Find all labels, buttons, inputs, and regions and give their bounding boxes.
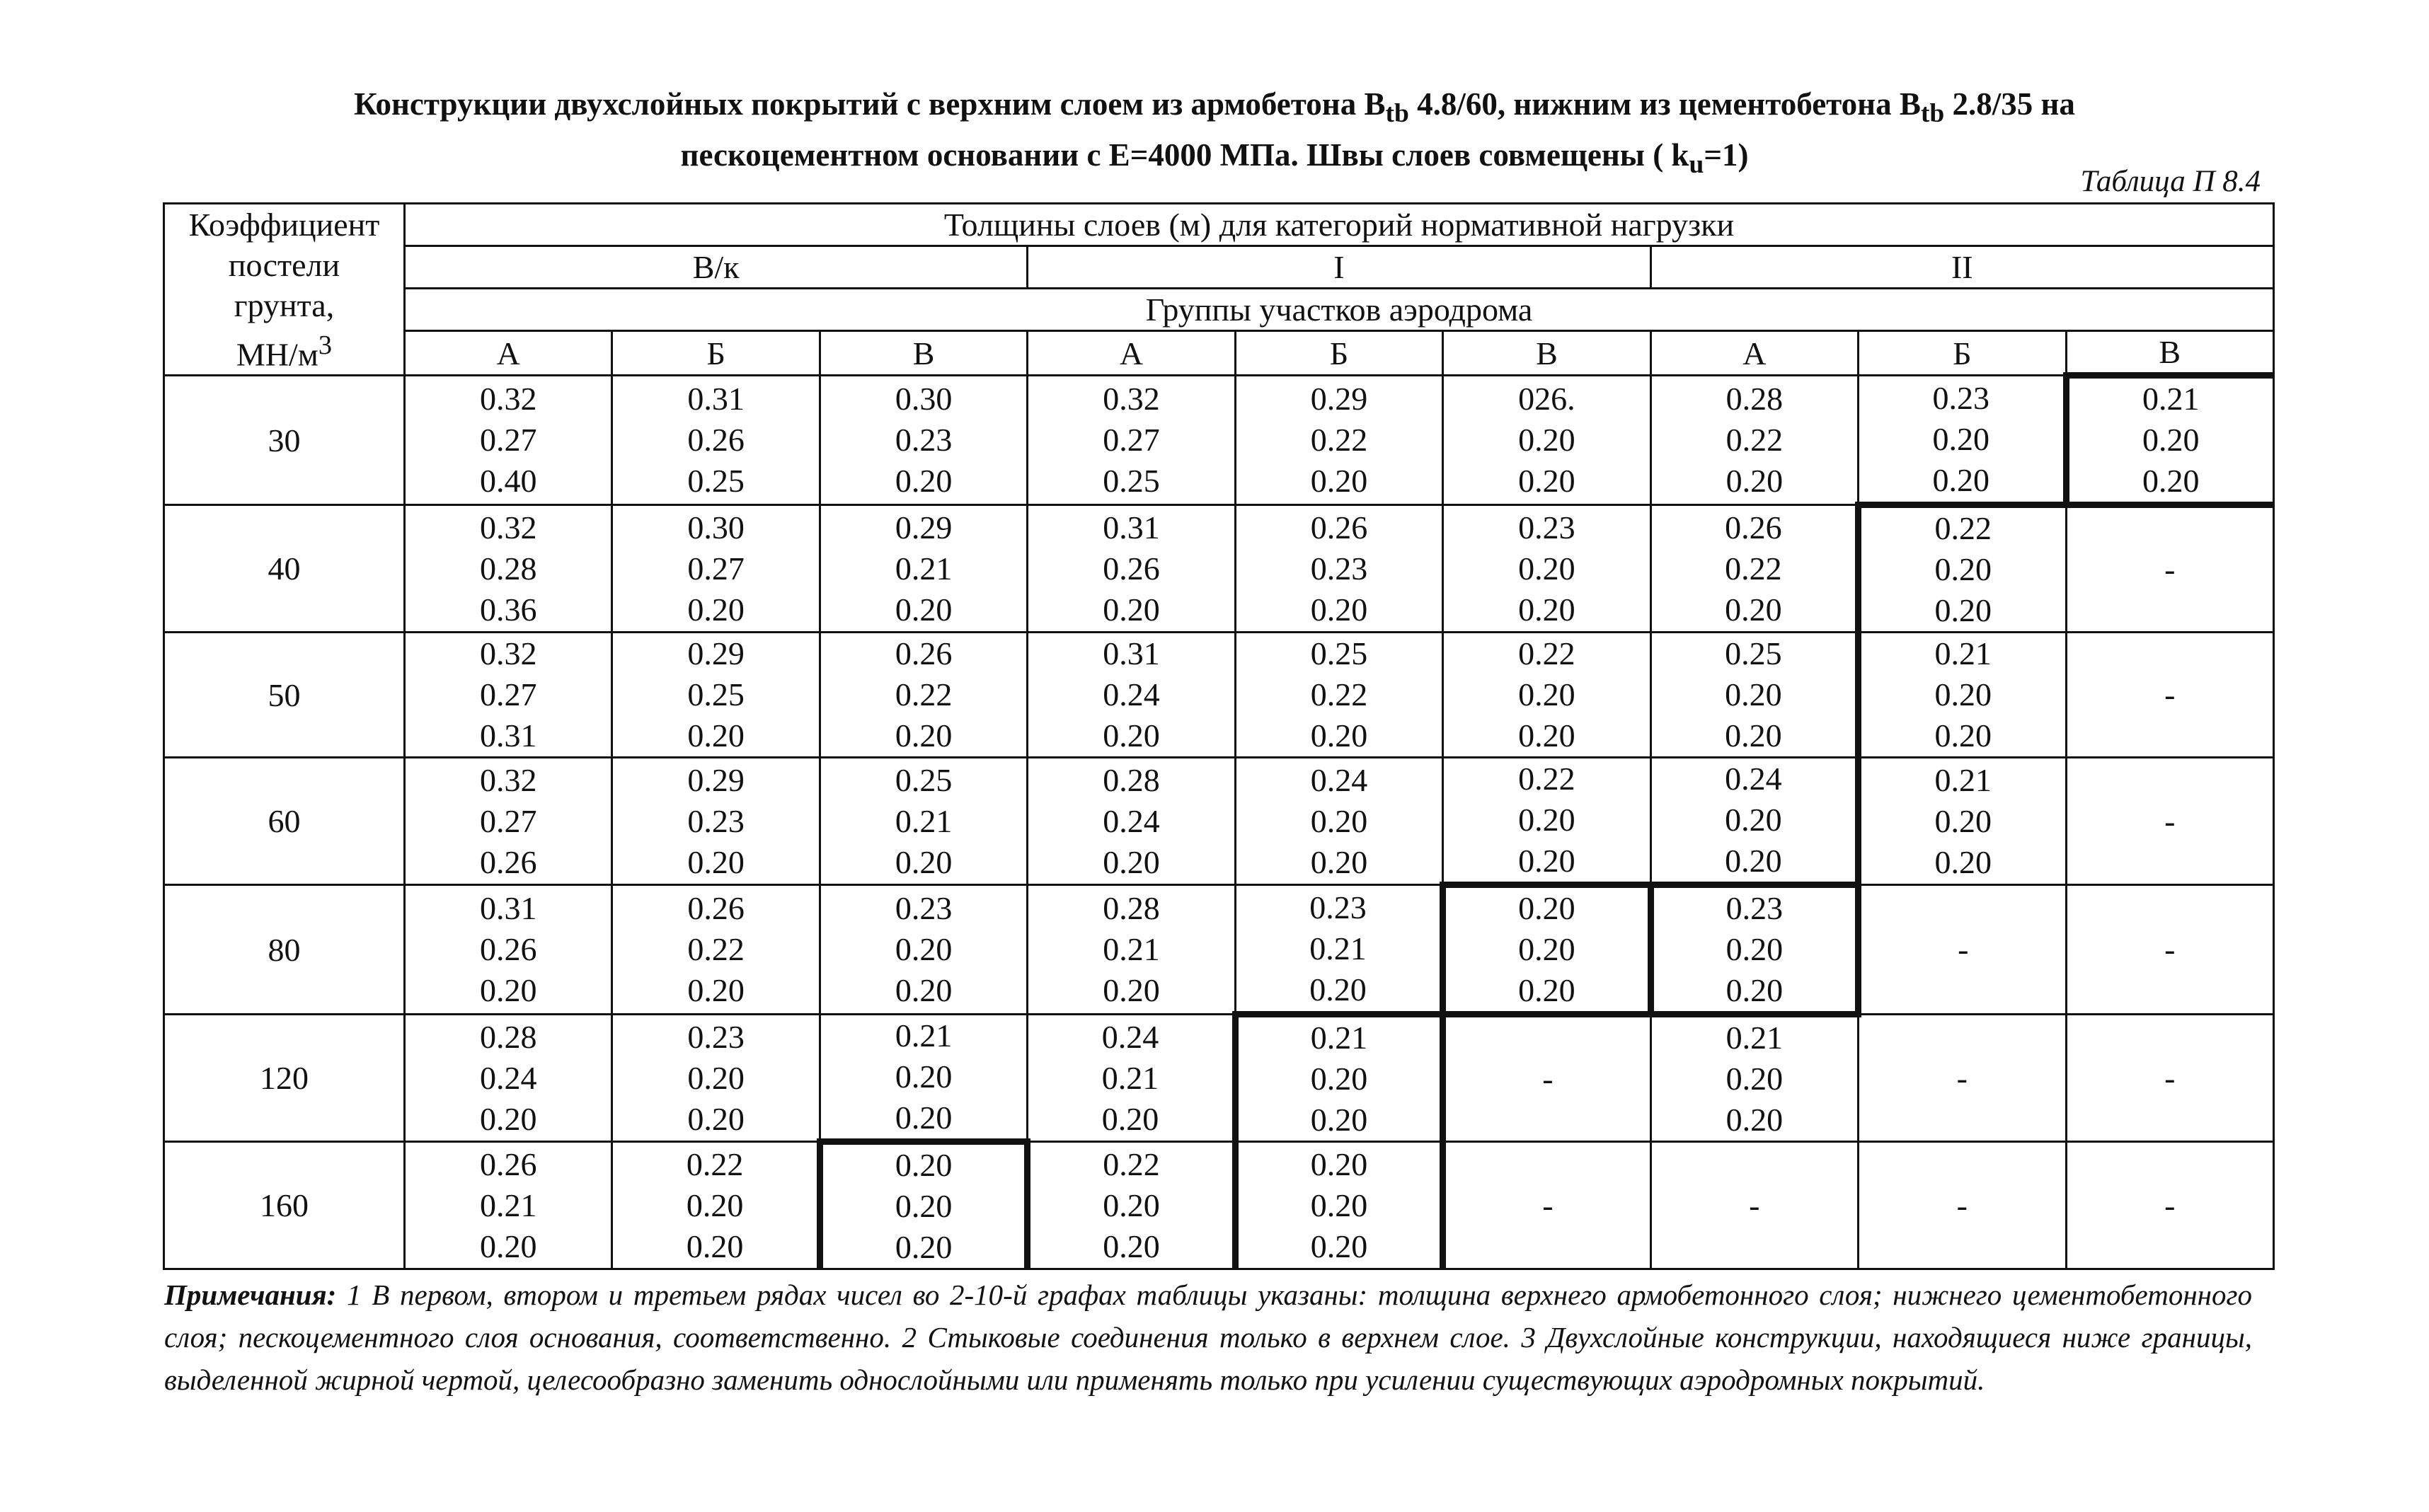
- thickness-cell: [820, 1142, 1027, 1269]
- thickness-value: 0.31: [479, 890, 537, 927]
- thickness-value: 0.22: [1518, 635, 1575, 672]
- thickness-value: 0.32: [479, 761, 537, 798]
- coef-header: Коэффициент постели грунта, $МН/м^3$: [164, 204, 405, 376]
- thickness-header: Толщины слоев (м) для категорий нормативной нагрузки: [405, 204, 2274, 246]
- thickness-cell: [612, 1142, 820, 1269]
- thickness-value: 0.20: [1934, 717, 1992, 754]
- thickness-value: 0.20: [1934, 592, 1992, 629]
- thickness-value: 0.20: [1518, 890, 1575, 927]
- thickness-value: 0.27: [479, 422, 537, 458]
- thickness-value: -: [1956, 1059, 1968, 1096]
- thickness-cell: [2066, 1142, 2274, 1269]
- thickness-value: 0.22: [1518, 761, 1575, 797]
- thickness-value: 0.22: [1725, 422, 1784, 458]
- thickness-value: 0.40: [479, 463, 537, 500]
- group-header: А: [405, 331, 612, 376]
- thickness-value: 0.20: [1932, 420, 1990, 457]
- thickness-value: 0.20: [1725, 1102, 1784, 1138]
- thickness-cell: [820, 758, 1027, 885]
- thickness-cell: [1028, 505, 1235, 633]
- thickness-cell: [405, 1015, 612, 1142]
- thickness-value: 0.30: [687, 509, 745, 546]
- group-header: В: [1443, 331, 1650, 376]
- thickness-cell: [1443, 1142, 1650, 1269]
- thickness-value: 0.20: [687, 591, 745, 628]
- thickness-value: 0.20: [1310, 1187, 1368, 1223]
- thickness-value: 0.20: [1518, 717, 1575, 754]
- thickness-value: -: [2164, 1059, 2176, 1096]
- thickness-value: 0.31: [1103, 635, 1160, 672]
- thickness-cell: [2066, 505, 2274, 633]
- thickness-cell: [405, 1142, 612, 1269]
- thickness-value: 0.20: [1103, 591, 1160, 628]
- thickness-value: 0.23: [1725, 890, 1784, 927]
- group-header: В: [820, 331, 1027, 376]
- thickness-value: 0.25: [895, 761, 953, 798]
- thickness-cell: [405, 505, 612, 633]
- thickness-value: 0.20: [895, 972, 953, 1009]
- thickness-value: 0.25: [1310, 635, 1368, 672]
- thickness-value: 0.28: [1725, 381, 1784, 417]
- thickness-cell: [612, 505, 820, 633]
- table-row: [164, 758, 2274, 885]
- thickness-value: 0.23: [895, 890, 953, 927]
- thickness-value: 0.22: [1934, 510, 1992, 547]
- thickness-value: 0.20: [1310, 1228, 1368, 1264]
- thickness-value: 0.22: [1310, 422, 1368, 458]
- thickness-value: 0.20: [895, 463, 953, 500]
- category-header: В/к: [405, 246, 1028, 289]
- thickness-cell: [1235, 376, 1442, 505]
- thickness-cell: [1028, 885, 1235, 1015]
- thickness-value: 0.29: [687, 761, 745, 798]
- thickness-cell: [1235, 505, 1442, 633]
- thickness-value: 0.24: [1101, 1018, 1159, 1055]
- thickness-value: 0.20: [1310, 843, 1368, 880]
- thickness-value: -: [2164, 1187, 2176, 1223]
- thickness-cell: [1443, 505, 1650, 633]
- thickness-cell: [1235, 758, 1442, 885]
- group-header: А: [1650, 331, 1858, 376]
- thickness-value: 0.27: [687, 550, 745, 587]
- thickness-value: 0.25: [1725, 635, 1782, 672]
- thickness-value: 0.25: [687, 676, 745, 713]
- thickness-cell: [1443, 758, 1650, 885]
- thickness-value: 0.20: [686, 1187, 744, 1223]
- thickness-cell: [1028, 633, 1235, 758]
- thickness-value: 0.24: [1725, 761, 1782, 797]
- thickness-value: 0.20: [1934, 843, 1992, 880]
- thickness-value: 0.29: [687, 635, 745, 672]
- thickness-value: 0.28: [1103, 761, 1160, 798]
- thickness-cell: [1859, 1142, 2066, 1269]
- thickness-value: -: [1958, 931, 1969, 968]
- thickness-value: 0.20: [1103, 972, 1160, 1009]
- thickness-cell: [1859, 505, 2066, 633]
- thickness-value: 0.26: [479, 843, 537, 880]
- thickness-value: 0.28: [479, 550, 537, 587]
- thickness-value: 0.26: [687, 890, 745, 927]
- thickness-value: 0.20: [1310, 717, 1368, 754]
- thickness-value: 0.20: [687, 843, 745, 880]
- thickness-value: 0.20: [895, 931, 953, 968]
- thickness-value: 0.21: [1103, 931, 1160, 968]
- group-header: Б: [1859, 331, 2066, 376]
- thickness-value: 0.26: [479, 1145, 537, 1182]
- thickness-cell: [1650, 633, 1858, 758]
- thickness-cell: [405, 885, 612, 1015]
- thickness-value: 0.23: [687, 802, 745, 839]
- table-row: [164, 633, 2274, 758]
- thickness-cell: [1235, 885, 1442, 1015]
- thickness-value: 0.20: [1725, 802, 1782, 838]
- thickness-value: 0.21: [2142, 381, 2200, 417]
- thickness-value: 0.26: [1310, 509, 1368, 546]
- table-row: [164, 885, 2274, 1015]
- thickness-value: 0.23: [1310, 550, 1368, 587]
- thickness-value: 0.32: [479, 509, 537, 546]
- thickness-cell: [1859, 633, 2066, 758]
- thickness-value: 0.20: [1103, 1228, 1160, 1264]
- thickness-value: 0.20: [1725, 843, 1782, 879]
- thickness-value: 0.32: [479, 381, 537, 417]
- thickness-value: 0.21: [895, 550, 953, 587]
- thickness-cell: [2066, 376, 2274, 505]
- group-header: В: [2066, 331, 2274, 376]
- thickness-cell: [1650, 758, 1858, 885]
- thickness-cell: [1650, 1142, 1858, 1269]
- thickness-cell: [1028, 758, 1235, 885]
- thickness-cell: [820, 633, 1027, 758]
- thickness-value: -: [2164, 551, 2176, 588]
- thickness-value: 0.26: [687, 422, 745, 458]
- thickness-value: 0.21: [1934, 761, 1992, 798]
- thickness-cell: [2066, 758, 2274, 885]
- thickness-value: 0.20: [2142, 463, 2200, 500]
- thickness-value: 0.23: [895, 422, 953, 458]
- thickness-value: 0.20: [1725, 1061, 1784, 1097]
- thickness-cell: [1859, 376, 2066, 505]
- thickness-value: 0.20: [895, 1100, 953, 1136]
- thickness-value: 0.31: [687, 381, 745, 417]
- thickness-cell: [612, 885, 820, 1015]
- thickness-cell: [1859, 1015, 2066, 1142]
- thickness-value: 0.20: [687, 717, 745, 754]
- thickness-value: 0.20: [1518, 591, 1575, 628]
- coef-cell: 80: [164, 885, 405, 1015]
- thickness-value: 0.20: [1518, 676, 1575, 713]
- thickness-value: 0.21: [895, 1017, 953, 1054]
- thickness-value: 0.24: [1103, 802, 1160, 839]
- thickness-value: 0.21: [1725, 1020, 1784, 1056]
- category-header: II: [1650, 246, 2273, 289]
- thickness-value: 0.20: [1725, 676, 1782, 713]
- thickness-value: 0.22: [1103, 1145, 1160, 1182]
- thickness-value: 0.20: [895, 591, 953, 628]
- thickness-value: 0.24: [1103, 676, 1160, 713]
- thickness-value: 0.22: [1310, 676, 1368, 713]
- thickness-value: 0.25: [687, 463, 745, 500]
- thickness-cell: [1443, 1015, 1650, 1142]
- thickness-value: 0.20: [479, 972, 537, 1009]
- thickness-value: 0.28: [479, 1018, 537, 1055]
- thickness-value: 0.20: [1309, 971, 1367, 1008]
- thickness-value: 0.21: [479, 1187, 537, 1223]
- thickness-cell: [820, 885, 1027, 1015]
- thickness-value: 0.36: [479, 591, 537, 628]
- thickness-value: 0.25: [1103, 463, 1160, 500]
- thickness-value: 0.20: [895, 717, 953, 754]
- thickness-value: 0.24: [1310, 761, 1368, 798]
- thickness-value: 0.20: [1310, 463, 1368, 500]
- thickness-value: -: [2164, 931, 2176, 968]
- thickness-value: 0.20: [1934, 676, 1992, 713]
- thickness-value: 0.26: [1103, 550, 1160, 587]
- category-header: I: [1028, 246, 1650, 289]
- thickness-value: 0.27: [1103, 422, 1160, 458]
- thickness-value: 0.22: [686, 1145, 744, 1182]
- thickness-cell: [1859, 758, 2066, 885]
- thickness-cell: [1650, 885, 1858, 1015]
- thickness-value: 0.23: [1932, 379, 1990, 416]
- thickness-value: 0.32: [1103, 381, 1160, 417]
- thickness-value: 0.23: [687, 1018, 745, 1055]
- thickness-cell: [1443, 885, 1650, 1015]
- group-header: Б: [612, 331, 820, 376]
- thickness-value: 0.20: [1725, 717, 1782, 754]
- thickness-cell: [1028, 376, 1235, 505]
- thickness-value: 0.20: [1103, 843, 1160, 880]
- thickness-value: -: [1542, 1061, 1554, 1097]
- thickness-value: 0.20: [1518, 422, 1575, 458]
- title-line-2: пескоцементном основании с Е=4000 МПа. Швы слоев совмещены ( $k_u=1$): [680, 137, 1749, 179]
- thickness-value: 0.20: [687, 972, 745, 1009]
- thickness-value: 0.26: [895, 635, 953, 672]
- thickness-value: 0.20: [895, 1229, 953, 1266]
- thickness-value: 0.21: [1101, 1059, 1159, 1096]
- thickness-value: 0.20: [1310, 1145, 1368, 1182]
- coef-cell: 40: [164, 505, 405, 633]
- thickness-value: 0.20: [1934, 802, 1992, 839]
- thickness-value: 0.22: [687, 931, 745, 968]
- thickness-value: 0.28: [1103, 890, 1160, 927]
- thickness-value: 0.20: [1103, 1187, 1160, 1223]
- thickness-value: 0.22: [895, 676, 953, 713]
- thickness-value: 0.20: [1310, 1061, 1368, 1097]
- thickness-value: 0.29: [895, 509, 953, 546]
- notes-label: Примечания:: [164, 1279, 337, 1311]
- table-number: Таблица П 8.4: [2080, 165, 2261, 198]
- thickness-cell: [405, 758, 612, 885]
- thickness-value: 0.20: [895, 1147, 953, 1184]
- thickness-value: 0.20: [1518, 843, 1575, 879]
- thickness-value: 0.20: [1518, 550, 1575, 587]
- thickness-value: 0.20: [2142, 422, 2200, 458]
- thickness-value: 0.20: [687, 1059, 745, 1096]
- thickness-value: 0.21: [1310, 1020, 1368, 1056]
- thickness-value: 0.27: [479, 676, 537, 713]
- thickness-value: 0.20: [686, 1228, 744, 1264]
- thickness-value: 0.20: [1101, 1100, 1159, 1137]
- groups-header: Группы участков аэродрома: [405, 289, 2274, 331]
- thickness-value: 0.21: [895, 802, 953, 839]
- thickness-cell: [2066, 885, 2274, 1015]
- thickness-value: 026.: [1518, 381, 1575, 417]
- thickness-value: -: [2164, 802, 2176, 839]
- thickness-value: 0.22: [1725, 550, 1782, 587]
- coef-cell: 60: [164, 758, 405, 885]
- thickness-cell: [612, 1015, 820, 1142]
- thickness-value: 0.20: [1518, 802, 1575, 838]
- table-row: [164, 1015, 2274, 1142]
- thickness-value: -: [2164, 676, 2176, 713]
- thickness-value: 0.20: [1932, 461, 1990, 498]
- thickness-value: 0.20: [1103, 717, 1160, 754]
- thickness-cell: [1028, 1015, 1235, 1142]
- thickness-cell: [612, 758, 820, 885]
- thickness-cell: [1235, 633, 1442, 758]
- thickness-value: 0.20: [1725, 972, 1784, 1009]
- table-row: [164, 1142, 2274, 1269]
- thickness-cell: [820, 1015, 1027, 1142]
- thickness-cell: [1028, 1142, 1235, 1269]
- thickness-cell: [612, 633, 820, 758]
- thickness-value: 0.20: [1310, 1102, 1368, 1138]
- table-notes: [164, 1274, 2252, 1401]
- thickness-value: 0.20: [1934, 551, 1992, 588]
- thickness-cell: [2066, 633, 2274, 758]
- thickness-value: 0.20: [1310, 802, 1368, 839]
- thickness-value: 0.23: [1518, 509, 1575, 546]
- thickness-cell: [1650, 505, 1858, 633]
- thickness-value: 0.21: [1309, 930, 1367, 966]
- thickness-value: 0.20: [1310, 591, 1368, 628]
- thickness-value: 0.20: [1518, 931, 1575, 968]
- thickness-cell: [1859, 885, 2066, 1015]
- thickness-value: 0.31: [1103, 509, 1160, 546]
- notes-text: 1 В первом, втором и третьем рядах чисел во 2-10-й графах таблицы указаны: толщина верхнего армобетонного слоя; нижнего цементобетонного слоя; пескоцементного слоя основания, соответственно. 2 Стыковые соединения только в верхнем слое. 3 Двухслойные конструкции, находящиеся ниже границы, выделенной жирной чертой, целесообразно заменить однослойными или применять только при усилении существующих аэродромных покрытий.: [164, 1279, 2252, 1396]
- thickness-value: -: [1956, 1187, 1968, 1223]
- title-line-1: Конструкции двухслойных покрытий с верхним слоем из армобетона $B_{tb}$ 4.8/60, нижним из цементобетона $B_{tb}$ 2.8/35 на: [354, 86, 2075, 128]
- thickness-value: 0.32: [479, 635, 537, 672]
- thickness-value: 0.23: [1309, 889, 1367, 925]
- group-header: Б: [1235, 331, 1442, 376]
- document-title: [113, 83, 2316, 185]
- thickness-value: 0.30: [895, 381, 953, 417]
- thickness-cell: [820, 376, 1027, 505]
- thickness-value: -: [1749, 1187, 1760, 1223]
- thickness-cell: [1650, 376, 1858, 505]
- thickness-value: 0.20: [1725, 463, 1784, 500]
- thickness-cell: [405, 376, 612, 505]
- thickness-cell: [1235, 1142, 1442, 1269]
- thickness-value: 0.20: [1518, 972, 1575, 1009]
- coef-cell: 120: [164, 1015, 405, 1142]
- thickness-value: 0.20: [895, 1188, 953, 1225]
- table-row: [164, 376, 2274, 505]
- thickness-value: 0.20: [1725, 591, 1782, 628]
- thickness-value: 0.20: [1518, 463, 1575, 500]
- thickness-value: -: [1542, 1187, 1554, 1223]
- thickness-value: 0.20: [479, 1100, 537, 1137]
- thickness-table: [163, 202, 2275, 1270]
- thickness-cell: [2066, 1015, 2274, 1142]
- group-header: А: [1028, 331, 1235, 376]
- thickness-value: 0.20: [479, 1228, 537, 1264]
- thickness-cell: [1443, 376, 1650, 505]
- thickness-cell: [612, 376, 820, 505]
- thickness-cell: [1650, 1015, 1858, 1142]
- coef-cell: 50: [164, 633, 405, 758]
- coef-cell: 30: [164, 376, 405, 505]
- thickness-cell: [405, 633, 612, 758]
- thickness-value: 0.20: [1725, 931, 1784, 968]
- table-row: [164, 505, 2274, 633]
- thickness-value: 0.20: [687, 1100, 745, 1137]
- thickness-cell: [820, 505, 1027, 633]
- thickness-value: 0.20: [895, 843, 953, 880]
- thickness-cell: [1443, 633, 1650, 758]
- coef-cell: 160: [164, 1142, 405, 1269]
- thickness-value: 0.21: [1934, 635, 1992, 672]
- thickness-value: 0.24: [479, 1059, 537, 1096]
- thickness-value: 0.29: [1310, 381, 1368, 417]
- thickness-value: 0.20: [895, 1058, 953, 1095]
- thickness-value: 0.26: [479, 931, 537, 968]
- thickness-value: 0.26: [1725, 509, 1782, 546]
- thickness-value: 0.31: [479, 717, 537, 754]
- thickness-value: 0.27: [479, 802, 537, 839]
- thickness-cell: [1235, 1015, 1442, 1142]
